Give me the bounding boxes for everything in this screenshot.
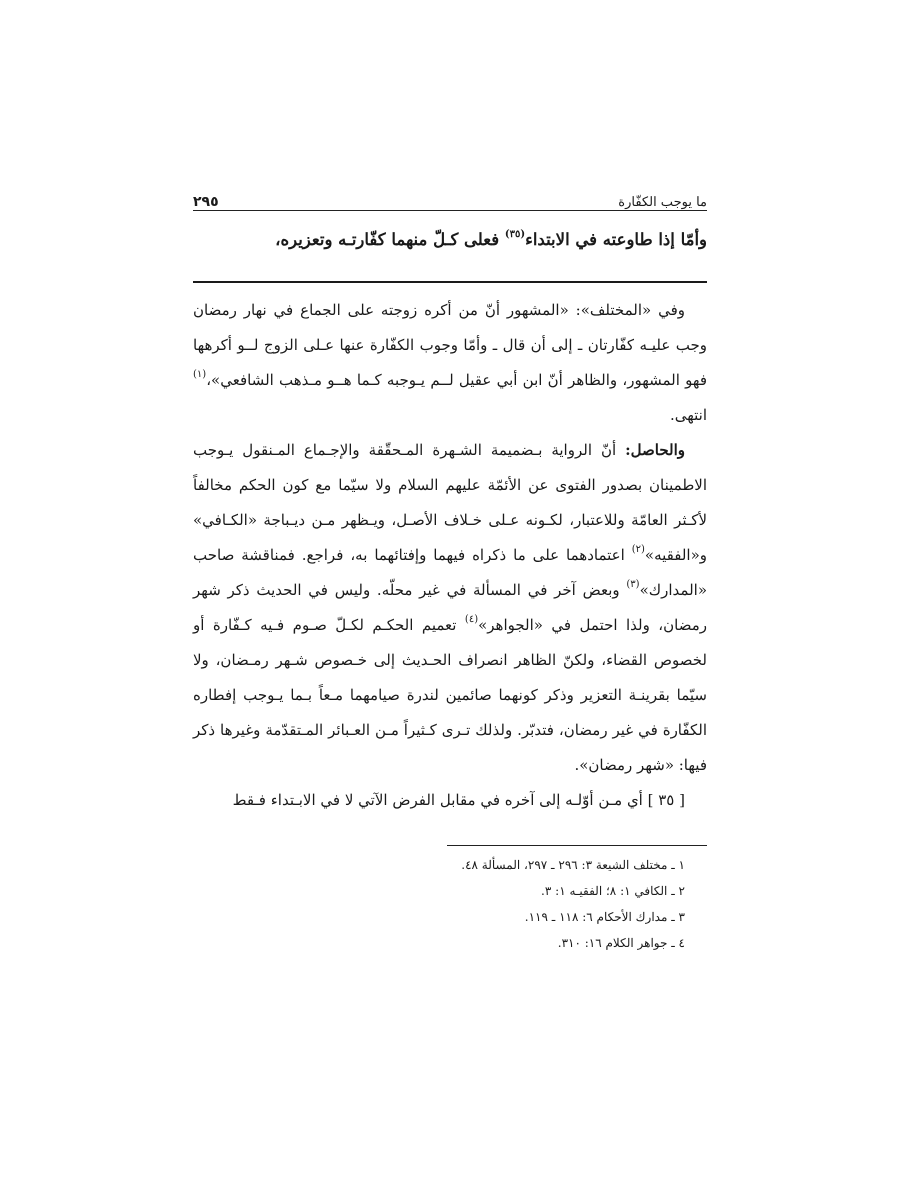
text-separator (193, 281, 707, 283)
commentary-paragraph (193, 783, 707, 818)
commentary-text: وفي «المختلف»: «المشهور أنّ من أكره زوجته على الجماع في نهار رمضان وجب عليـه كفّارتان ـ إلى أن قال ـ وأمّا وجوب الكفّارة عنها عـلى الزوج لــو أكرهها فهو المشهور، والظاهر أنّ ابن أبي عقيل لــم يـوجبه كـما هــو مـذهب الشافعي»، (193, 301, 707, 389)
commentary-text: انتهى. (669, 406, 707, 424)
commentary-paragraph (193, 293, 707, 433)
commentary-text: [ ٣٥ ] أي مـن أوّلـه إلى آخره في مقابل الفرض الآتي لا في الابـتداء فـقط (232, 791, 685, 809)
commentary-text: أنّ الرواية بـضميمة الشـهرة المـحقّقة والإجـماع المـنقول يـوجب الاطمينان بصدور الفتوى عن الأئمّة عليهم السلام ولا سيّما مع كون الحكم مخالفاً لأكـثر العامّة وللاعتبار، لكـونه عـلى خـلاف الأصـل، ويـظهر مـن ديـباجة «الكـافي» و«الفقيه» (193, 441, 707, 564)
page-number: ٢٩٥ (193, 194, 219, 210)
footnote: ٤ ـ جواهر الكلام ١٦: ٣١٠. (557, 936, 685, 950)
footnote-separator (447, 845, 707, 846)
commentary-text: تعميم الحكـم لكـلّ صـوم فـيه كـفّارة أو لخصوص القضاء، ولكنّ الظاهر انصراف الحـديث إلى خـصوص شـهر رمـضان، ولا سيّما بقرينـة التعزير وذكر كونهما صائمين لندرة صيامهما مـعاً بـما يـوجب إفطاره الكفّارة في غير رمضان، فتدبّر. ولذلك تـرى كـثيراً مـن العـبائر المـتقدّمة وغيرها ذكر فيها: «شهر رمضان». (193, 616, 707, 774)
commentary-ref-35: (٣٥) (504, 228, 526, 240)
main-text-start: وأمّا إذا طاوعته في الابتداء (525, 230, 707, 249)
commentary (193, 293, 707, 818)
commentary-paragraph (193, 433, 707, 783)
commentary-text: وبعض آخر في المسألة في غير محلّه. وليس في الحديث ذكر شهر رمضان، ولذا احتمل في «الجواهر» (193, 581, 707, 634)
running-header (193, 180, 707, 211)
footnote: ١ ـ مختلف الشيعة ٣: ٢٩٦ ـ ٢٩٧، المسألة ٤٨. (461, 858, 685, 872)
commentary-lead: والحاصل: (625, 441, 685, 459)
commentary-text: اعتمادهما على ما ذكراه فيهما وإفتائهما به، فراجع. فمناقشة صاحب «المدارك» (193, 546, 707, 599)
running-title: ما يوجب الكفّارة (618, 195, 707, 210)
main-text (193, 225, 707, 255)
footnote-ref: (٢) (631, 544, 645, 555)
footnotes (193, 852, 707, 956)
book-page (193, 180, 707, 956)
main-text-end: فعلى كـلّ منهما كفّارتـه وتعزيره، (275, 230, 505, 249)
footnote-ref: (١) (193, 369, 207, 380)
footnote-ref: (٤) (464, 614, 479, 625)
footnote: ٢ ـ الكافي ١: ٨؛ الفقيـه ١: ٣. (541, 884, 685, 898)
footnote: ٣ ـ مدارك الأحكام ٦: ١١٨ ـ ١١٩. (524, 910, 685, 924)
footnote-ref: (٣) (626, 579, 640, 590)
